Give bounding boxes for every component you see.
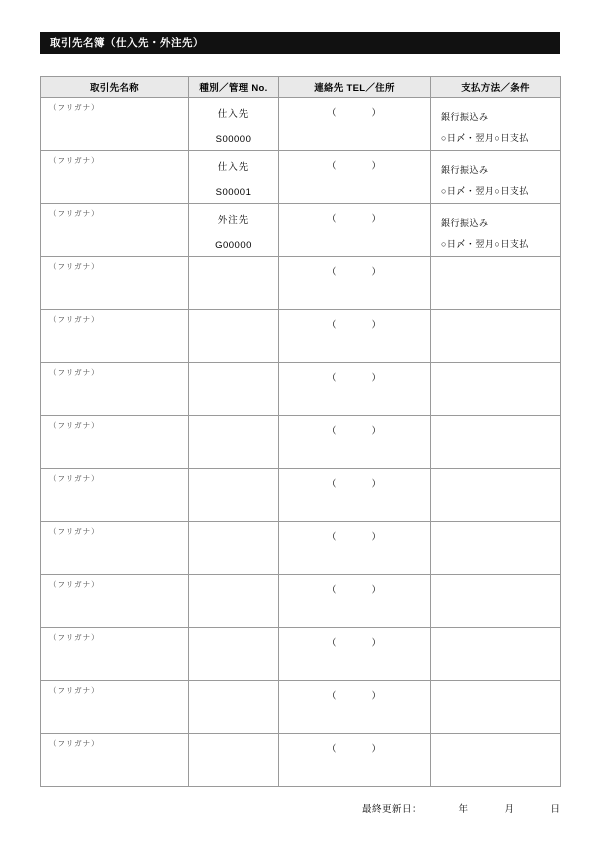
- cell-name[interactable]: [41, 575, 189, 628]
- cell-payment[interactable]: [431, 628, 561, 681]
- cell-name[interactable]: [41, 204, 189, 257]
- table-row[interactable]: [41, 363, 561, 416]
- cell-payment[interactable]: [431, 363, 561, 416]
- supplier-type-value: [189, 257, 278, 265]
- supplier-type-value: [189, 575, 278, 583]
- supplier-type-value: [189, 628, 278, 636]
- cell-payment[interactable]: [431, 98, 561, 151]
- day-label: 日: [550, 804, 560, 815]
- tel-placeholder: （ ）: [326, 691, 383, 702]
- tel-placeholder: （ ）: [326, 638, 383, 649]
- control-no-value: [189, 477, 278, 491]
- furigana-label: （フリガナ）: [49, 262, 100, 271]
- supplier-name-value: [41, 113, 188, 119]
- payment-method-value: [431, 363, 560, 375]
- tel-placeholder: （ ）: [326, 479, 383, 490]
- cell-payment[interactable]: [431, 416, 561, 469]
- cell-name[interactable]: [41, 310, 189, 363]
- cell-payment[interactable]: [431, 469, 561, 522]
- cell-contact[interactable]: [279, 734, 431, 787]
- control-no-value: [189, 318, 278, 332]
- cell-contact[interactable]: [279, 628, 431, 681]
- cell-type-no[interactable]: [189, 416, 279, 469]
- cell-type-no[interactable]: [189, 469, 279, 522]
- supplier-name-value: [41, 325, 188, 331]
- cell-type-no[interactable]: [189, 310, 279, 363]
- cell-name[interactable]: [41, 522, 189, 575]
- cell-contact[interactable]: [279, 681, 431, 734]
- supplier-name-value: [41, 272, 188, 278]
- furigana-label: （フリガナ）: [49, 633, 100, 642]
- tel-placeholder: （ ）: [326, 532, 383, 543]
- cell-payment[interactable]: [431, 575, 561, 628]
- cell-type-no[interactable]: [189, 204, 279, 257]
- address-value: [279, 225, 430, 231]
- supplier-ledger-table: [40, 76, 561, 787]
- payment-terms-value: ○日〆・翌月○日支払: [441, 186, 529, 196]
- tel-placeholder: （ ）: [326, 426, 383, 437]
- cell-contact[interactable]: [279, 416, 431, 469]
- supplier-name-value: [41, 166, 188, 172]
- supplier-type-value: [189, 310, 278, 318]
- supplier-type-value: 仕入先: [217, 109, 250, 120]
- document-title-bar: [40, 32, 560, 54]
- payment-terms-value: [431, 375, 560, 383]
- payment-terms-value: [431, 587, 560, 595]
- footer-last-updated: [40, 801, 560, 815]
- control-no-value: [189, 689, 278, 703]
- cell-name[interactable]: [41, 257, 189, 310]
- control-no-value: [189, 636, 278, 650]
- tel-placeholder: （ ）: [326, 585, 383, 596]
- payment-method-value: [431, 522, 560, 534]
- supplier-type-value: [189, 363, 278, 371]
- column-header-contact: 連絡先 TEL／住所: [279, 77, 431, 98]
- cell-contact[interactable]: [279, 98, 431, 151]
- control-no-value: G00000: [215, 240, 252, 251]
- control-no-value: [189, 265, 278, 279]
- supplier-type-value: [189, 416, 278, 424]
- cell-name[interactable]: [41, 469, 189, 522]
- cell-type-no[interactable]: [189, 151, 279, 204]
- column-header-payment: 支払方法／条件: [431, 77, 561, 98]
- supplier-name-value: [41, 537, 188, 543]
- furigana-label: （フリガナ）: [49, 156, 100, 165]
- table-row[interactable]: [41, 681, 561, 734]
- payment-terms-value: ○日〆・翌月○日支払: [441, 133, 529, 143]
- payment-terms-value: [431, 322, 560, 330]
- month-label: 月: [504, 804, 514, 815]
- payment-method-value: 銀行振込み: [441, 112, 489, 122]
- control-no-value: [189, 583, 278, 597]
- payment-method-value: [431, 575, 560, 587]
- supplier-type-value: [189, 681, 278, 689]
- furigana-label: （フリガナ）: [49, 421, 100, 430]
- cell-name[interactable]: [41, 734, 189, 787]
- payment-method-value: [431, 257, 560, 269]
- furigana-label: （フリガナ）: [49, 368, 100, 377]
- furigana-label: （フリガナ）: [49, 686, 100, 695]
- furigana-label: （フリガナ）: [49, 209, 100, 218]
- table-row[interactable]: [41, 416, 561, 469]
- control-no-value: [189, 424, 278, 438]
- page-title: 取引先名簿（仕入先・外注先）: [50, 36, 204, 49]
- table-row[interactable]: [41, 575, 561, 628]
- supplier-type-value: [189, 522, 278, 530]
- supplier-type-value: 外注先: [217, 215, 250, 226]
- address-value: [279, 437, 430, 443]
- payment-method-value: [431, 628, 560, 640]
- cell-contact[interactable]: [279, 310, 431, 363]
- payment-method-value: [431, 310, 560, 322]
- supplier-name-value: [41, 696, 188, 702]
- cell-contact[interactable]: [279, 151, 431, 204]
- cell-payment[interactable]: [431, 151, 561, 204]
- tel-placeholder: （ ）: [326, 161, 383, 172]
- cell-name[interactable]: [41, 363, 189, 416]
- cell-contact[interactable]: [279, 257, 431, 310]
- control-no-value: [189, 742, 278, 756]
- cell-payment[interactable]: [431, 310, 561, 363]
- tel-placeholder: （ ）: [326, 744, 383, 755]
- cell-type-no[interactable]: [189, 575, 279, 628]
- tel-placeholder: （ ）: [326, 214, 383, 225]
- cell-name[interactable]: [41, 681, 189, 734]
- last-updated-label: 最終更新日：: [361, 804, 422, 815]
- control-no-value: S00000: [215, 134, 252, 145]
- tel-placeholder: （ ）: [326, 267, 383, 278]
- cell-type-no[interactable]: [189, 522, 279, 575]
- cell-type-no[interactable]: [189, 98, 279, 151]
- address-value: [279, 702, 430, 708]
- payment-terms-value: [431, 481, 560, 489]
- payment-terms-value: ○日〆・翌月○日支払: [441, 239, 529, 249]
- supplier-type-value: [189, 469, 278, 477]
- table-body: [41, 98, 561, 787]
- address-value: [279, 172, 430, 178]
- supplier-name-value: [41, 484, 188, 490]
- cell-type-no[interactable]: [189, 628, 279, 681]
- control-no-value: S00001: [215, 187, 252, 198]
- supplier-name-value: [41, 749, 188, 755]
- tel-placeholder: （ ）: [326, 320, 383, 331]
- address-value: [279, 490, 430, 496]
- payment-terms-value: [431, 428, 560, 436]
- address-value: [279, 278, 430, 284]
- table-row[interactable]: [41, 257, 561, 310]
- cell-payment[interactable]: [431, 522, 561, 575]
- address-value: [279, 543, 430, 549]
- table-row[interactable]: [41, 98, 561, 151]
- cell-name[interactable]: [41, 151, 189, 204]
- table-row[interactable]: [41, 628, 561, 681]
- furigana-label: （フリガナ）: [49, 580, 100, 589]
- payment-terms-value: [431, 534, 560, 542]
- table-row[interactable]: [41, 522, 561, 575]
- cell-type-no[interactable]: [189, 734, 279, 787]
- table-row[interactable]: [41, 734, 561, 787]
- furigana-label: （フリガナ）: [49, 103, 100, 112]
- address-value: [279, 384, 430, 390]
- cell-type-no[interactable]: [189, 257, 279, 310]
- supplier-name-value: [41, 431, 188, 437]
- cell-contact[interactable]: [279, 204, 431, 257]
- payment-terms-value: [431, 746, 560, 754]
- table-header-row: [41, 77, 561, 98]
- control-no-value: [189, 371, 278, 385]
- payment-terms-value: [431, 269, 560, 277]
- supplier-name-value: [41, 590, 188, 596]
- table-row[interactable]: [41, 151, 561, 204]
- cell-type-no[interactable]: [189, 681, 279, 734]
- furigana-label: （フリガナ）: [49, 315, 100, 324]
- address-value: [279, 596, 430, 602]
- supplier-type-value: 仕入先: [217, 162, 250, 173]
- year-label: 年: [458, 804, 468, 815]
- payment-terms-value: [431, 640, 560, 648]
- furigana-label: （フリガナ）: [49, 474, 100, 483]
- column-header-type-no: 種別／管理 No.: [189, 77, 279, 98]
- column-header-name: 取引先名称: [41, 77, 189, 98]
- supplier-name-value: [41, 378, 188, 384]
- supplier-name-value: [41, 643, 188, 649]
- cell-contact[interactable]: [279, 363, 431, 416]
- control-no-value: [189, 530, 278, 544]
- payment-method-value: [431, 734, 560, 746]
- cell-name[interactable]: [41, 628, 189, 681]
- payment-method-value: [431, 469, 560, 481]
- cell-contact[interactable]: [279, 469, 431, 522]
- payment-method-value: 銀行振込み: [441, 218, 489, 228]
- table-row[interactable]: [41, 310, 561, 363]
- cell-payment[interactable]: [431, 204, 561, 257]
- table-row[interactable]: [41, 204, 561, 257]
- payment-method-value: 銀行振込み: [441, 165, 489, 175]
- furigana-label: （フリガナ）: [49, 527, 100, 536]
- cell-type-no[interactable]: [189, 363, 279, 416]
- cell-payment[interactable]: [431, 257, 561, 310]
- address-value: [279, 119, 430, 125]
- cell-name[interactable]: [41, 98, 189, 151]
- cell-name[interactable]: [41, 416, 189, 469]
- cell-payment[interactable]: [431, 734, 561, 787]
- supplier-type-value: [189, 734, 278, 742]
- cell-payment[interactable]: [431, 681, 561, 734]
- address-value: [279, 649, 430, 655]
- cell-contact[interactable]: [279, 575, 431, 628]
- address-value: [279, 755, 430, 761]
- tel-placeholder: （ ）: [326, 373, 383, 384]
- supplier-name-value: [41, 219, 188, 225]
- furigana-label: （フリガナ）: [49, 739, 100, 748]
- tel-placeholder: （ ）: [326, 108, 383, 119]
- cell-contact[interactable]: [279, 522, 431, 575]
- address-value: [279, 331, 430, 337]
- table-row[interactable]: [41, 469, 561, 522]
- payment-method-value: [431, 681, 560, 693]
- payment-method-value: [431, 416, 560, 428]
- payment-terms-value: [431, 693, 560, 701]
